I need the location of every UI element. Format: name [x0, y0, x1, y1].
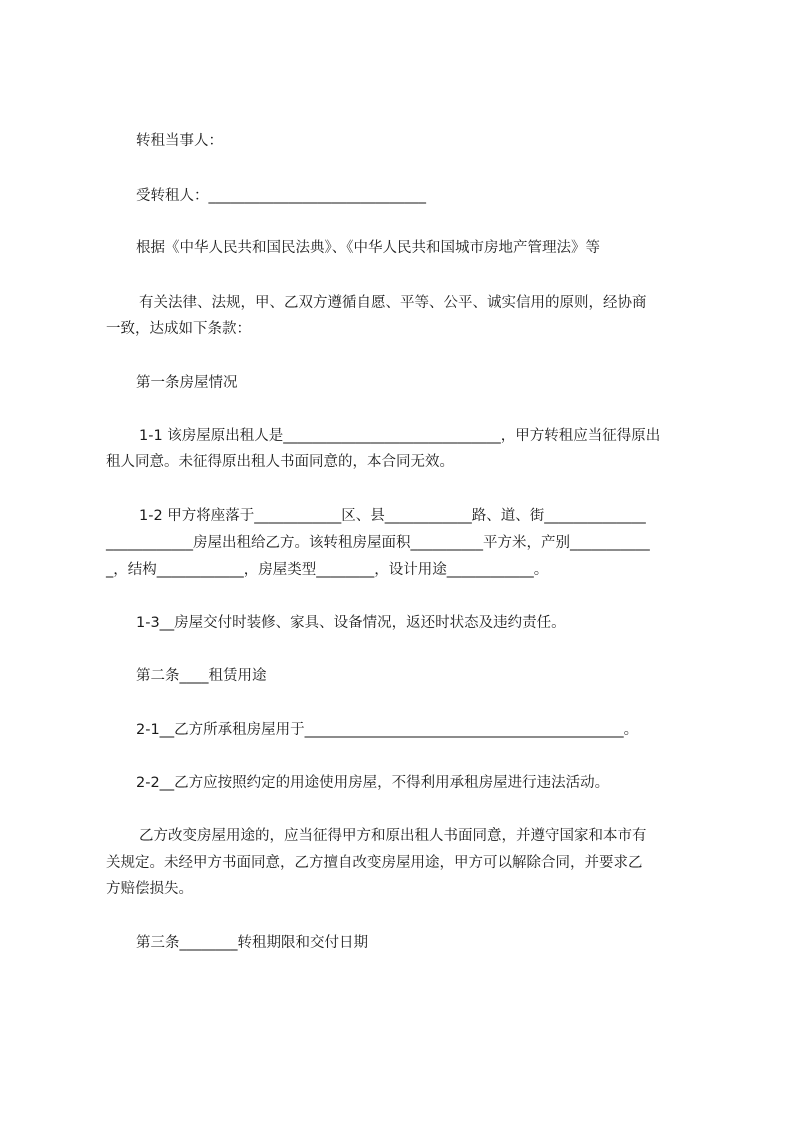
section-heading-3: 第三条________转租期限和交付日期 [136, 935, 368, 951]
text-line-1-2-b: ____________房屋出租给乙方。该转租房屋面积__________平方米，产别___________ [106, 535, 650, 551]
text-line-parties: 转租当事人： [136, 133, 223, 149]
text-line-1-2-a: 1-2 甲方将座落于____________区、县____________路、道、街______________ [139, 508, 646, 524]
text-line-1-3: 1-3__房屋交付时装修、家具、设备情况，返还时状态及违约责任。 [136, 615, 566, 631]
text-line-legal-basis: 根据《中华人民共和国民法典》、《中华人民共和国城市房地产管理法》等 [136, 240, 600, 256]
text-line-1-1-b: 租人同意。未征得原出租人书面同意的，本合同无效。 [106, 454, 454, 470]
section-heading-2: 第二条____租赁用途 [136, 668, 267, 684]
section-heading-1: 第一条房屋情况 [136, 375, 238, 391]
text-line-1-2-c: _，结构____________，房屋类型________，设计用途____________。 [106, 562, 549, 578]
text-line-principles-2: 一致，达成如下条款： [106, 321, 251, 337]
text-line-1-1-a: 1-1 该房屋原出租人是______________________________，甲方转租应当征得原出 [139, 428, 661, 444]
text-line-principles-1: 有关法律、法规，甲、乙双方遵循自愿、平等、公平、诚实信用的原则，经协商 [139, 295, 647, 311]
text-line-sublessee: 受转租人：______________________________ [136, 188, 426, 204]
text-line-use-change-2: 关规定。未经甲方书面同意，乙方擅自改变房屋用途，甲方可以解除合同，并要求乙 [106, 855, 643, 871]
text-line-2-2: 2-2__乙方应按照约定的用途使用房屋，不得利用承租房屋进行违法活动。 [136, 775, 610, 791]
text-line-use-change-1: 乙方改变房屋用途的，应当征得甲方和原出租人书面同意，并遵守国家和本市有 [139, 828, 647, 844]
text-line-2-1: 2-1__乙方所承租房屋用于____________________________________________。 [136, 722, 639, 738]
text-line-use-change-3: 方赔偿损失。 [106, 881, 193, 897]
